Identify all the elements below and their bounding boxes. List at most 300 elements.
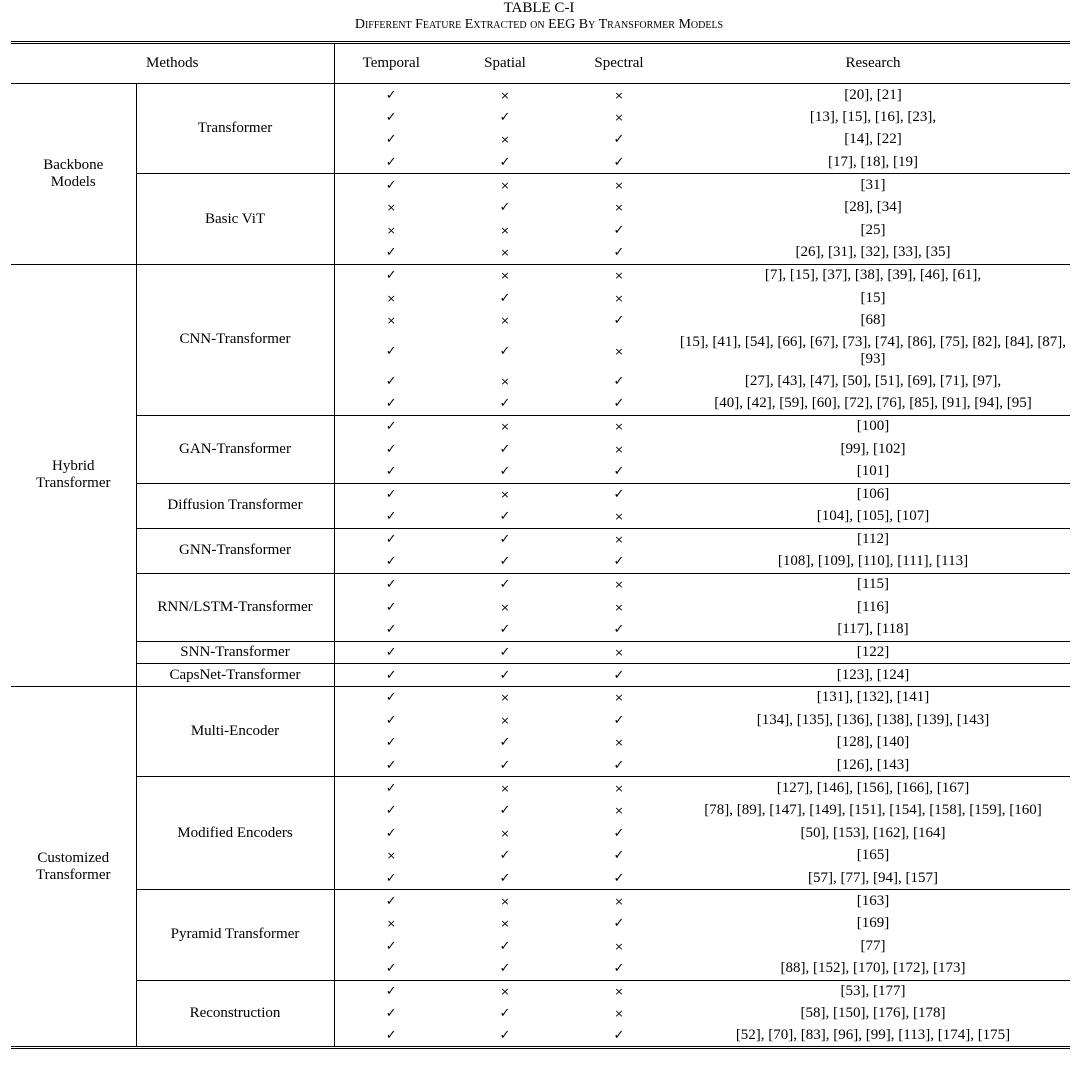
- research-refs: [52], [70], [83], [96], [99], [113], [174], [175]: [735, 1027, 1011, 1044]
- research-refs: [58], [150], [176], [178]: [800, 1005, 946, 1022]
- cross-icon: ×: [614, 985, 624, 999]
- spectral-cell: [562, 935, 676, 958]
- spectral-cell: [562, 664, 676, 687]
- check-icon: ✓: [613, 667, 625, 683]
- spatial-cell: [448, 596, 562, 619]
- cross-icon: ×: [500, 246, 510, 260]
- cross-icon: ×: [500, 894, 510, 908]
- temporal-cell: [334, 393, 448, 416]
- check-icon: ✓: [385, 667, 397, 683]
- spectral-cell: [562, 415, 676, 438]
- check-icon: ✓: [499, 509, 511, 525]
- check-icon: ✓: [499, 154, 511, 170]
- header-research: Research: [676, 43, 1070, 84]
- check-icon: ✓: [499, 870, 511, 886]
- temporal-cell: [334, 845, 448, 868]
- temporal-cell: [334, 596, 448, 619]
- research-refs: [100]: [676, 415, 1070, 438]
- check-icon: ✓: [385, 780, 397, 796]
- cross-icon: ×: [386, 849, 396, 863]
- check-icon: ✓: [499, 803, 511, 819]
- spectral-cell: [562, 84, 676, 107]
- spatial-cell: [448, 106, 562, 129]
- check-icon: ✓: [613, 870, 625, 886]
- research-refs: [77]: [860, 937, 886, 954]
- research-refs: [104], [105], [107]: [816, 508, 930, 525]
- spatial-cell: [448, 460, 562, 483]
- temporal-cell: [334, 777, 448, 800]
- method-name: Basic ViT: [136, 174, 334, 264]
- method-name: Multi-Encoder: [136, 686, 334, 776]
- check-icon: ✓: [499, 644, 511, 660]
- table-row: [11, 415, 1070, 438]
- cross-icon: ×: [614, 510, 624, 524]
- check-icon: ✓: [385, 109, 397, 125]
- spatial-cell: [448, 551, 562, 574]
- table-row: [11, 890, 1070, 913]
- spatial-cell: [448, 393, 562, 416]
- table-row: [11, 84, 1070, 107]
- method-name: GNN-Transformer: [136, 528, 334, 573]
- temporal-cell: [334, 196, 448, 219]
- research-refs: [108], [109], [110], [111], [113]: [777, 553, 969, 570]
- spatial-cell: [448, 287, 562, 310]
- spatial-cell: [448, 196, 562, 219]
- temporal-cell: [334, 460, 448, 483]
- spectral-cell: [562, 799, 676, 822]
- cross-icon: ×: [614, 600, 624, 614]
- cross-icon: ×: [500, 600, 510, 614]
- spatial-cell: [448, 754, 562, 777]
- check-icon: ✓: [613, 487, 625, 503]
- cross-icon: ×: [614, 178, 624, 192]
- cross-icon: ×: [500, 691, 510, 705]
- table-row: [11, 641, 1070, 664]
- research-refs: [25]: [860, 221, 886, 238]
- temporal-cell: [334, 867, 448, 890]
- check-icon: ✓: [385, 509, 397, 525]
- check-icon: ✓: [385, 343, 397, 359]
- temporal-cell: [334, 619, 448, 642]
- temporal-cell: [334, 287, 448, 310]
- spectral-cell: [562, 709, 676, 732]
- check-icon: ✓: [385, 87, 397, 103]
- check-icon: ✓: [385, 532, 397, 548]
- cross-icon: ×: [614, 736, 624, 750]
- spectral-cell: [562, 196, 676, 219]
- check-icon: ✓: [613, 222, 625, 238]
- table-number: TABLE C-I: [503, 0, 575, 16]
- spectral-cell: [562, 332, 676, 370]
- check-icon: ✓: [499, 757, 511, 773]
- spectral-cell: [562, 287, 676, 310]
- header-row: [11, 43, 1070, 84]
- spatial-cell: [448, 506, 562, 529]
- temporal-cell: [334, 106, 448, 129]
- cross-icon: ×: [386, 917, 396, 931]
- cross-icon: ×: [614, 420, 624, 434]
- check-icon: ✓: [385, 984, 397, 1000]
- spatial-cell: [448, 957, 562, 980]
- research-refs: [126], [143]: [836, 756, 910, 773]
- header-methods: Methods: [11, 43, 334, 84]
- check-icon: ✓: [613, 825, 625, 841]
- cross-icon: ×: [500, 488, 510, 502]
- check-icon: ✓: [385, 132, 397, 148]
- check-icon: ✓: [499, 109, 511, 125]
- temporal-cell: [334, 641, 448, 664]
- spectral-cell: [562, 596, 676, 619]
- temporal-cell: [334, 980, 448, 1003]
- research-refs: [68]: [860, 312, 886, 329]
- temporal-cell: [334, 664, 448, 687]
- research-refs: [112]: [676, 528, 1070, 551]
- spatial-cell: [448, 483, 562, 506]
- header-spatial: Spatial: [448, 43, 562, 84]
- check-icon: ✓: [613, 396, 625, 412]
- check-icon: ✓: [385, 870, 397, 886]
- spectral-cell: [562, 174, 676, 197]
- spectral-cell: [562, 129, 676, 152]
- research-refs: [123], [124]: [676, 664, 1070, 687]
- research-refs: [165]: [856, 847, 890, 864]
- check-icon: ✓: [613, 712, 625, 728]
- check-icon: ✓: [385, 577, 397, 593]
- spatial-cell: [448, 619, 562, 642]
- cross-icon: ×: [614, 344, 624, 358]
- temporal-cell: [334, 219, 448, 242]
- research-refs: [78], [89], [147], [149], [151], [154], [158], [159], [160]: [704, 802, 1042, 819]
- check-icon: ✓: [385, 757, 397, 773]
- spatial-cell: [448, 664, 562, 687]
- spectral-cell: [562, 754, 676, 777]
- check-icon: ✓: [385, 712, 397, 728]
- temporal-cell: [334, 84, 448, 107]
- research-refs: [99], [102]: [840, 440, 906, 457]
- check-icon: ✓: [613, 848, 625, 864]
- header-spectral: Spectral: [562, 43, 676, 84]
- check-icon: ✓: [499, 961, 511, 977]
- check-icon: ✓: [499, 554, 511, 570]
- cross-icon: ×: [500, 314, 510, 328]
- check-icon: ✓: [499, 532, 511, 548]
- table-row: [11, 264, 1070, 287]
- spatial-cell: [448, 84, 562, 107]
- cross-icon: ×: [500, 713, 510, 727]
- check-icon: ✓: [385, 690, 397, 706]
- check-icon: ✓: [385, 245, 397, 261]
- research-refs: [31]: [676, 174, 1070, 197]
- spectral-cell: [562, 460, 676, 483]
- check-icon: ✓: [385, 177, 397, 193]
- research-refs: [163]: [676, 890, 1070, 913]
- check-icon: ✓: [499, 735, 511, 751]
- spatial-cell: [448, 370, 562, 393]
- spectral-cell: [562, 438, 676, 461]
- table-row: [11, 174, 1070, 197]
- check-icon: ✓: [499, 1028, 511, 1044]
- check-icon: ✓: [385, 893, 397, 909]
- spectral-cell: [562, 151, 676, 174]
- section-label: Hybrid Transformer: [11, 264, 136, 686]
- spatial-cell: [448, 641, 562, 664]
- spatial-cell: [448, 264, 562, 287]
- check-icon: ✓: [499, 441, 511, 457]
- check-icon: ✓: [385, 419, 397, 435]
- research-refs: [13], [15], [16], [23],: [809, 108, 937, 125]
- research-refs: [106]: [676, 483, 1070, 506]
- spectral-cell: [562, 686, 676, 709]
- temporal-cell: [334, 174, 448, 197]
- research-refs: [40], [42], [59], [60], [72], [76], [85], [91], [94], [95]: [714, 395, 1032, 412]
- cross-icon: ×: [614, 939, 624, 953]
- cross-icon: ×: [386, 314, 396, 328]
- cross-icon: ×: [614, 291, 624, 305]
- header-temporal: Temporal: [334, 43, 448, 84]
- spectral-cell: [562, 845, 676, 868]
- research-refs: [15], [41], [54], [66], [67], [73], [74], [86], [75], [82], [84], [87], [93]: [679, 334, 1067, 368]
- spectral-cell: [562, 573, 676, 596]
- check-icon: ✓: [499, 343, 511, 359]
- research-refs: [128], [140]: [836, 734, 910, 751]
- research-refs: [17], [18], [19]: [828, 153, 918, 170]
- check-icon: ✓: [385, 268, 397, 284]
- research-refs: [169]: [856, 915, 890, 932]
- temporal-cell: [334, 151, 448, 174]
- temporal-cell: [334, 370, 448, 393]
- check-icon: ✓: [613, 132, 625, 148]
- spatial-cell: [448, 151, 562, 174]
- spectral-cell: [562, 641, 676, 664]
- table-row: [11, 777, 1070, 800]
- spatial-cell: [448, 242, 562, 265]
- temporal-cell: [334, 686, 448, 709]
- spatial-cell: [448, 174, 562, 197]
- check-icon: ✓: [385, 735, 397, 751]
- check-icon: ✓: [613, 622, 625, 638]
- research-refs: [14], [22]: [844, 131, 902, 148]
- temporal-cell: [334, 1003, 448, 1026]
- research-refs: [15]: [860, 289, 886, 306]
- table-row: [11, 483, 1070, 506]
- check-icon: ✓: [499, 290, 511, 306]
- check-icon: ✓: [613, 757, 625, 773]
- spectral-cell: [562, 890, 676, 913]
- spatial-cell: [448, 1025, 562, 1048]
- method-name: Reconstruction: [136, 980, 334, 1048]
- check-icon: ✓: [613, 313, 625, 329]
- temporal-cell: [334, 754, 448, 777]
- spatial-cell: [448, 890, 562, 913]
- temporal-cell: [334, 438, 448, 461]
- method-name: Pyramid Transformer: [136, 890, 334, 980]
- check-icon: ✓: [385, 938, 397, 954]
- check-icon: ✓: [385, 441, 397, 457]
- temporal-cell: [334, 799, 448, 822]
- check-icon: ✓: [385, 599, 397, 615]
- cross-icon: ×: [500, 917, 510, 931]
- cross-icon: ×: [500, 269, 510, 283]
- cross-icon: ×: [614, 88, 624, 102]
- temporal-cell: [334, 912, 448, 935]
- check-icon: ✓: [385, 622, 397, 638]
- table-row: [11, 980, 1070, 1003]
- research-refs: [116]: [857, 598, 889, 615]
- temporal-cell: [334, 890, 448, 913]
- research-refs: [7], [15], [37], [38], [39], [46], [61],: [676, 264, 1070, 287]
- spectral-cell: [562, 822, 676, 845]
- spatial-cell: [448, 415, 562, 438]
- research-refs: [101]: [856, 462, 890, 479]
- temporal-cell: [334, 1025, 448, 1048]
- temporal-cell: [334, 528, 448, 551]
- spectral-cell: [562, 264, 676, 287]
- table-row: [11, 528, 1070, 551]
- cross-icon: ×: [500, 781, 510, 795]
- check-icon: ✓: [385, 825, 397, 841]
- check-icon: ✓: [385, 961, 397, 977]
- method-name: RNN/LSTM-Transformer: [136, 573, 334, 641]
- spectral-cell: [562, 867, 676, 890]
- research-refs: [53], [177]: [676, 980, 1070, 1003]
- method-name: Transformer: [136, 84, 334, 174]
- cross-icon: ×: [614, 1007, 624, 1021]
- check-icon: ✓: [385, 1028, 397, 1044]
- temporal-cell: [334, 264, 448, 287]
- spatial-cell: [448, 822, 562, 845]
- cross-icon: ×: [614, 533, 624, 547]
- cross-icon: ×: [500, 223, 510, 237]
- cross-icon: ×: [614, 894, 624, 908]
- method-name: CNN-Transformer: [136, 264, 334, 415]
- cross-icon: ×: [614, 645, 624, 659]
- spatial-cell: [448, 1003, 562, 1026]
- research-refs: [28], [34]: [844, 199, 902, 216]
- temporal-cell: [334, 935, 448, 958]
- check-icon: ✓: [499, 1006, 511, 1022]
- temporal-cell: [334, 242, 448, 265]
- check-icon: ✓: [499, 577, 511, 593]
- cross-icon: ×: [500, 985, 510, 999]
- cross-icon: ×: [614, 269, 624, 283]
- temporal-cell: [334, 957, 448, 980]
- cross-icon: ×: [614, 578, 624, 592]
- cross-icon: ×: [386, 201, 396, 215]
- spectral-cell: [562, 619, 676, 642]
- method-name: Diffusion Transformer: [136, 483, 334, 528]
- spectral-cell: [562, 370, 676, 393]
- check-icon: ✓: [385, 373, 397, 389]
- research-refs: [20], [21]: [676, 84, 1070, 107]
- table-body: [11, 84, 1070, 1048]
- check-icon: ✓: [613, 916, 625, 932]
- check-icon: ✓: [385, 154, 397, 170]
- section-label: Customized Transformer: [11, 686, 136, 1048]
- temporal-cell: [334, 822, 448, 845]
- check-icon: ✓: [613, 463, 625, 479]
- check-icon: ✓: [385, 644, 397, 660]
- spatial-cell: [448, 912, 562, 935]
- cross-icon: ×: [386, 223, 396, 237]
- temporal-cell: [334, 506, 448, 529]
- spectral-cell: [562, 506, 676, 529]
- cross-icon: ×: [500, 826, 510, 840]
- check-icon: ✓: [499, 938, 511, 954]
- research-refs: [50], [153], [162], [164]: [800, 824, 946, 841]
- check-icon: ✓: [385, 1006, 397, 1022]
- spectral-cell: [562, 980, 676, 1003]
- spatial-cell: [448, 980, 562, 1003]
- cross-icon: ×: [614, 804, 624, 818]
- research-refs: [26], [31], [32], [33], [35]: [795, 244, 951, 261]
- cross-icon: ×: [500, 374, 510, 388]
- spectral-cell: [562, 106, 676, 129]
- research-refs: [57], [77], [94], [157]: [808, 869, 938, 886]
- check-icon: ✓: [499, 848, 511, 864]
- check-icon: ✓: [385, 463, 397, 479]
- cross-icon: ×: [614, 781, 624, 795]
- spectral-cell: [562, 777, 676, 800]
- spatial-cell: [448, 309, 562, 332]
- spatial-cell: [448, 528, 562, 551]
- research-refs: [115]: [676, 573, 1070, 596]
- method-name: GAN-Transformer: [136, 415, 334, 483]
- temporal-cell: [334, 129, 448, 152]
- check-icon: ✓: [613, 554, 625, 570]
- check-icon: ✓: [613, 1028, 625, 1044]
- spatial-cell: [448, 935, 562, 958]
- temporal-cell: [334, 573, 448, 596]
- research-refs: [27], [43], [47], [50], [51], [69], [71], [97],: [744, 372, 1002, 389]
- spectral-cell: [562, 483, 676, 506]
- temporal-cell: [334, 309, 448, 332]
- check-icon: ✓: [499, 667, 511, 683]
- spatial-cell: [448, 799, 562, 822]
- spatial-cell: [448, 732, 562, 755]
- temporal-cell: [334, 415, 448, 438]
- check-icon: ✓: [385, 487, 397, 503]
- cross-icon: ×: [386, 291, 396, 305]
- check-icon: ✓: [385, 803, 397, 819]
- spectral-cell: [562, 242, 676, 265]
- cross-icon: ×: [500, 420, 510, 434]
- check-icon: ✓: [499, 622, 511, 638]
- spectral-cell: [562, 912, 676, 935]
- cross-icon: ×: [614, 442, 624, 456]
- spectral-cell: [562, 1025, 676, 1048]
- temporal-cell: [334, 483, 448, 506]
- spatial-cell: [448, 332, 562, 370]
- method-name: CapsNet-Transformer: [136, 664, 334, 687]
- spatial-cell: [448, 219, 562, 242]
- spectral-cell: [562, 528, 676, 551]
- table-row: [11, 573, 1070, 596]
- check-icon: ✓: [613, 961, 625, 977]
- check-icon: ✓: [499, 200, 511, 216]
- cross-icon: ×: [500, 178, 510, 192]
- temporal-cell: [334, 709, 448, 732]
- cross-icon: ×: [614, 110, 624, 124]
- research-refs: [131], [132], [141]: [676, 686, 1070, 709]
- cross-icon: ×: [614, 691, 624, 705]
- spatial-cell: [448, 438, 562, 461]
- check-icon: ✓: [385, 554, 397, 570]
- spectral-cell: [562, 1003, 676, 1026]
- research-refs: [117], [118]: [837, 621, 909, 638]
- spectral-cell: [562, 219, 676, 242]
- spectral-cell: [562, 551, 676, 574]
- spatial-cell: [448, 573, 562, 596]
